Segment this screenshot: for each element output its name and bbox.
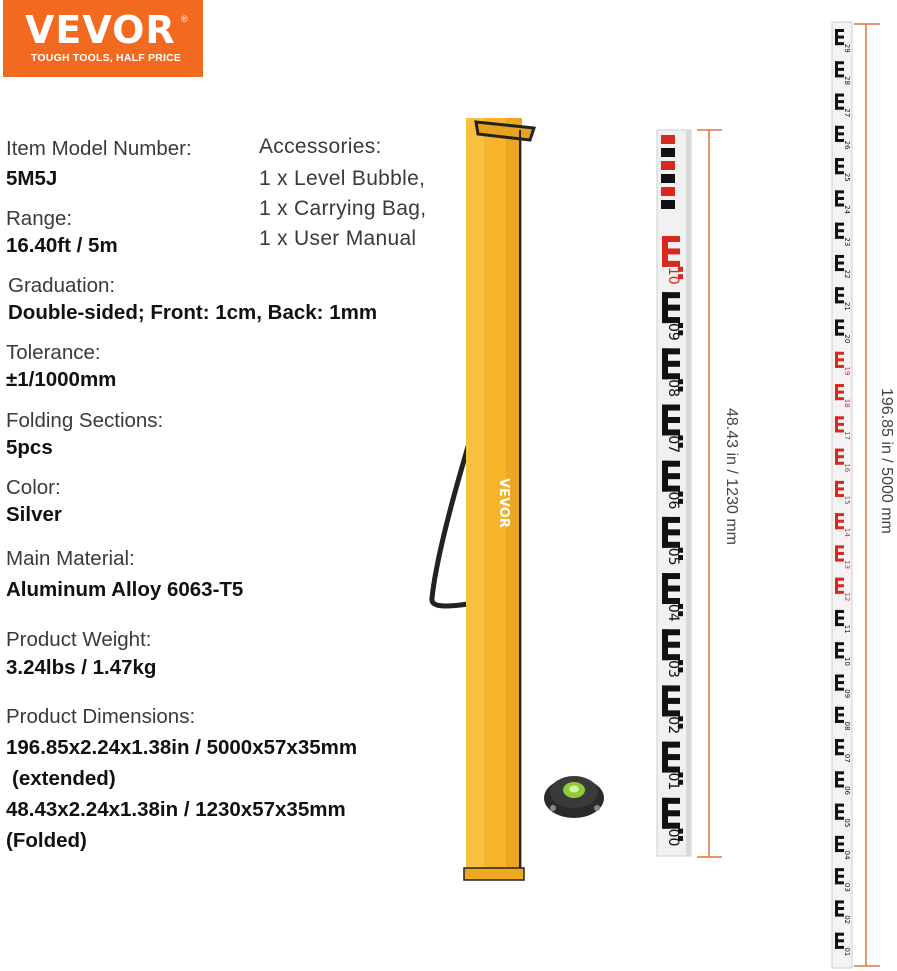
- staff-number-label: 19: [843, 366, 851, 376]
- bag-strap: [432, 440, 470, 606]
- staff-top-block: [661, 174, 675, 183]
- staff-number-label: 15: [843, 495, 851, 505]
- staff-number-label: 01: [665, 772, 681, 791]
- bag-bottom: [464, 868, 524, 880]
- staff-number-label: 13: [843, 560, 851, 570]
- spec-value-dim-extended: 196.85x2.24x1.38in / 5000x57x35mm: [6, 736, 358, 759]
- bag-brand-print: VEVOR: [496, 478, 511, 528]
- spec-value-material: Aluminum Alloy 6063-T5: [6, 578, 244, 601]
- staff-number-label: 09: [843, 689, 851, 699]
- level-bubble-icon: [544, 776, 604, 818]
- accessory-item-user-manual: 1 x User Manual: [259, 227, 417, 250]
- accessory-item-carrying-bag: 1 x Carrying Bag,: [259, 197, 427, 220]
- staff-number-label: 03: [665, 660, 681, 678]
- spec-value-range: 16.40ft / 5m: [6, 234, 118, 257]
- spec-label-tolerance: Tolerance:: [6, 341, 101, 364]
- staff-number-label: 07: [843, 753, 851, 763]
- staff-number-label: 05: [843, 818, 851, 828]
- staff-top-block: [661, 161, 675, 170]
- spec-value-model: 5M5J: [6, 167, 58, 190]
- staff-number-label: 17: [843, 431, 851, 440]
- accessories-title: Accessories:: [259, 135, 382, 158]
- accessory-item-level-bubble: 1 x Level Bubble,: [259, 167, 426, 190]
- spec-label-model: Item Model Number:: [6, 137, 192, 160]
- staff-number-label: 05: [665, 547, 681, 566]
- spec-value-tolerance: ±1/1000mm: [6, 368, 117, 391]
- staff-number-label: 22: [843, 269, 851, 279]
- staff-top-block: [661, 135, 675, 144]
- staff-number-label: 06: [665, 491, 681, 510]
- staff-number-label: 02: [843, 915, 851, 925]
- extended-length-label: 196.85 in / 5000 mm: [878, 388, 895, 534]
- staff-number-label: 21: [843, 301, 851, 311]
- staff-number-label: 09: [665, 323, 681, 341]
- staff-number-label: 08: [665, 379, 681, 398]
- spec-note-folded: (Folded): [6, 829, 87, 852]
- spec-label-sections: Folding Sections:: [6, 409, 164, 432]
- staff-number-label: 12: [843, 592, 851, 602]
- staff-number-label: 18: [843, 398, 851, 408]
- staff-top-block: [661, 200, 675, 209]
- staff-number-label: 26: [843, 140, 851, 150]
- staff-top-block: [661, 148, 675, 157]
- staff-number-label: 00: [665, 828, 681, 847]
- spec-label-range: Range:: [6, 207, 73, 230]
- staff-number-label: 02: [665, 716, 681, 735]
- staff-number-label: 23: [843, 237, 851, 247]
- spec-label-weight: Product Weight:: [6, 628, 152, 651]
- staff-number-label: 07: [665, 435, 681, 454]
- staff-number-label: 08: [843, 721, 851, 731]
- staff-top-block: [661, 187, 675, 196]
- staff-number-label: 16: [843, 463, 851, 473]
- brand-tagline: TOUGH TOOLS, HALF PRICE: [31, 52, 182, 64]
- folded-length-label: 48.43 in / 1230 mm: [723, 408, 740, 545]
- staff-number-label: 28: [843, 76, 851, 85]
- staff-number-label: 24: [843, 205, 851, 215]
- registered-mark: ®: [181, 14, 188, 24]
- folded-dimension-line: [697, 130, 722, 857]
- staff-number-label: 03: [843, 882, 851, 892]
- staff-number-label: 25: [843, 172, 851, 182]
- staff-number-label: 20: [843, 334, 851, 344]
- spec-note-extended: (extended): [12, 767, 116, 790]
- carrying-bag: [432, 118, 534, 880]
- spec-label-dimensions: Product Dimensions:: [6, 705, 196, 728]
- spec-value-weight: 3.24lbs / 1.47kg: [6, 656, 157, 679]
- brand-name: VEVOR: [25, 8, 176, 52]
- staff-number-label: 10: [843, 656, 851, 666]
- staff-number-label: 10: [665, 266, 681, 285]
- staff-number-label: 06: [843, 786, 851, 796]
- spec-label-graduation: Graduation:: [8, 274, 116, 297]
- staff-number-label: 01: [843, 947, 851, 957]
- spec-label-material: Main Material:: [6, 547, 135, 570]
- extended-staff: [832, 22, 852, 968]
- staff-number-label: 11: [843, 624, 851, 634]
- staff-number-label: 27: [843, 108, 851, 118]
- folded-staff: [657, 130, 691, 856]
- staff-number-label: 14: [843, 527, 851, 537]
- spec-value-sections: 5pcs: [6, 436, 53, 459]
- spec-label-color: Color:: [6, 476, 61, 499]
- staff-number-label: 29: [843, 43, 851, 53]
- staff-number-label: 04: [665, 603, 681, 622]
- spec-value-dim-folded: 48.43x2.24x1.38in / 1230x57x35mm: [6, 798, 346, 821]
- bag-highlight: [466, 118, 484, 878]
- staff-number-label: 04: [843, 850, 851, 860]
- spec-value-graduation: Double-sided; Front: 1cm, Back: 1mm: [8, 301, 378, 324]
- spec-value-color: Silver: [6, 503, 62, 526]
